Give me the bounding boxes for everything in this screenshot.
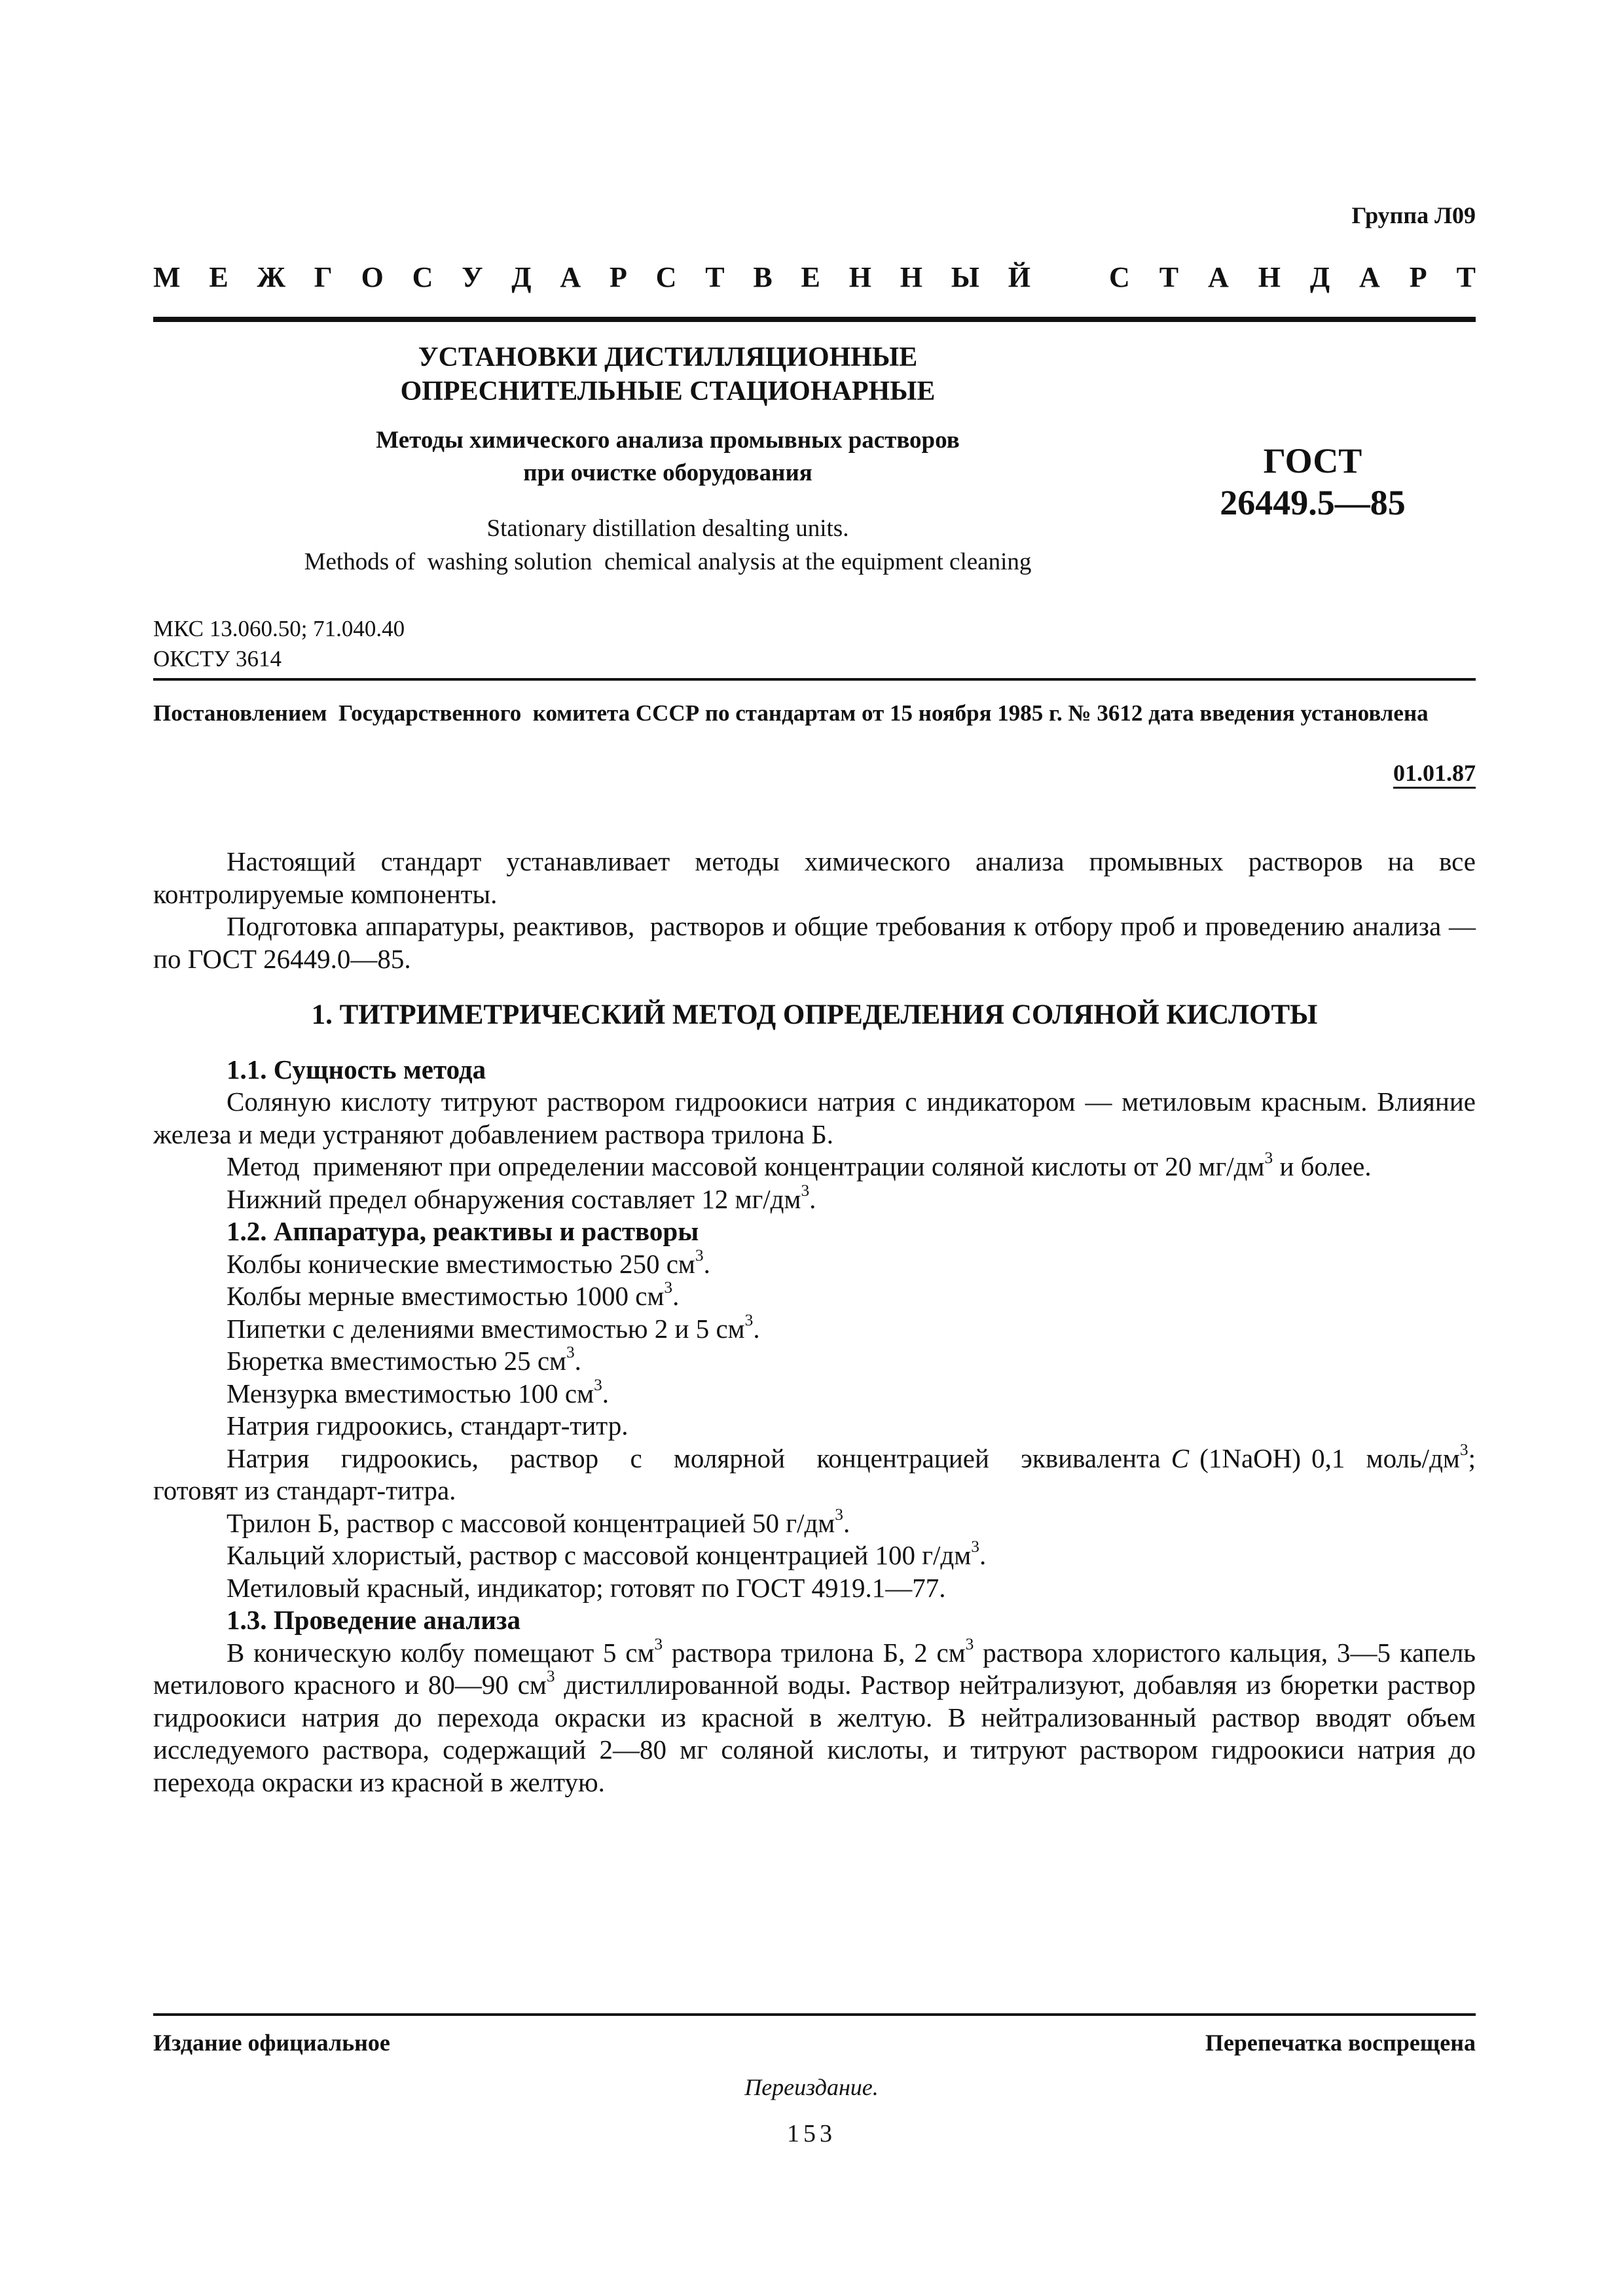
english-title (196, 512, 1139, 579)
procedure-text: В коническую колбу помещают 5 см (227, 1637, 655, 1668)
banner-letter: Т (1456, 261, 1476, 293)
classification-codes (153, 614, 405, 674)
list-item-text: Кальций хлористый, раствор с массовой концентрацией 100 г/дм (227, 1540, 972, 1570)
list-item-text: Натрия гидроокись, раствор с молярной концентрацией эквивалента (227, 1443, 1171, 1473)
intro-paragraph-2: Подготовка аппаратуры, реактивов, растворов и общие требования к отбору проб и проведению анализа — по ГОСТ 26449.0—85. (153, 911, 1483, 974)
superscript: 3 (664, 1278, 673, 1297)
banner-letter: Й (1008, 261, 1030, 293)
group-code: Группа Л09 (1351, 202, 1476, 228)
main-text (153, 846, 1483, 1799)
period: . (843, 1507, 850, 1538)
banner-letter: Н (1258, 261, 1281, 293)
footer-rule (153, 2013, 1476, 2016)
document-subtitle (255, 424, 1080, 490)
gost-code: 26449.5—85 (1220, 483, 1406, 522)
clause-1-1-heading: 1.1. Сущность метода (227, 1054, 486, 1085)
subtitle-line-1: Методы химического анализа промывных растворов (376, 427, 960, 454)
banner-standard (1109, 260, 1476, 294)
clause-1-1-para-3 (153, 1183, 1476, 1216)
header-rule (153, 317, 1476, 322)
list-item-text: Пипетки с делениями вместимостью 2 и 5 см (227, 1313, 745, 1344)
list-item-text: Трилон Б, раствор с массовой концентрацией 50 г/дм (227, 1507, 835, 1538)
intro-paragraph-1: Настоящий стандарт устанавливает методы химического анализа промывных растворов на все контролируемые компоненты. (153, 846, 1476, 909)
superscript: 3 (971, 1537, 979, 1556)
clause-1-1-para-2-tail: и более. (1273, 1151, 1372, 1181)
banner-letter: Д (511, 261, 532, 293)
document-title (255, 340, 1080, 408)
list-item-text: Колбы конические вместимостью 250 см (227, 1248, 695, 1279)
superscript: 3 (654, 1634, 663, 1653)
procedure-text: раствора хлористого кальция, 3—5 капель метилового красного и 80—90 см (153, 1637, 1476, 1700)
page-number: 153 (787, 2120, 836, 2147)
clause-1-3-heading: 1.3. Проведение анализа (227, 1605, 520, 1635)
english-title-line-2: Methods of washing solution chemical analysis at the equipment cleaning (304, 548, 1032, 575)
period: . (979, 1540, 987, 1570)
banner-letter: Т (705, 261, 725, 293)
superscript: 3 (965, 1634, 974, 1653)
superscript: 3 (695, 1246, 704, 1265)
superscript: 3 (1459, 1440, 1468, 1459)
list-item-text: (1NaOH) 0,1 моль/дм (1189, 1443, 1460, 1473)
period: . (703, 1248, 710, 1279)
clause-1-1-para-2-text: Метод применяют при определении массовой концентрации соляной кислоты от 20 мг/дм (227, 1151, 1265, 1181)
banner-letter: Д (1309, 261, 1330, 293)
period: . (574, 1346, 581, 1376)
effective-date: 01.01.87 (1393, 759, 1476, 789)
banner-letter: М (153, 261, 181, 293)
procedure-text: раствора трилона Б, 2 см (663, 1637, 966, 1668)
banner-letter: Н (900, 261, 922, 293)
mks-code: МКС 13.060.50; 71.040.40 (153, 616, 405, 641)
banner-letter: А (560, 261, 581, 293)
reissue-note: Переиздание. (744, 2074, 879, 2100)
banner-letter: В (753, 261, 773, 293)
banner-letter: А (1207, 261, 1229, 293)
banner-letter: С (412, 261, 433, 293)
banner-letter: Т (1159, 261, 1179, 293)
banner-letter: С (1109, 261, 1130, 293)
superscript: 3 (801, 1181, 810, 1200)
gost-number (1192, 440, 1434, 524)
clause-1-1-para-2 (153, 1148, 1476, 1183)
period: . (809, 1183, 816, 1214)
decree-text: Постановлением Государственного комитета СССР по стандартам от 15 ноября 1985 г. № 3612 дата введения установлена (153, 700, 1429, 726)
codes-rule (153, 678, 1476, 681)
title-line-2: ОПРЕСНИТЕЛЬНЫЕ СТАЦИОНАРНЫЕ (400, 376, 936, 406)
detection-limit-text: Нижний предел обнаружения составляет 12 мг/дм (227, 1183, 801, 1214)
banner-letter: Р (1409, 261, 1427, 293)
banner-letter: Н (848, 261, 871, 293)
list-item-text: Колбы мерные вместимостью 1000 см (227, 1281, 665, 1311)
list-item: Натрия гидроокись, стандарт-титр. (227, 1410, 629, 1441)
banner-letter: Р (609, 261, 627, 293)
okstu-code: ОКСТУ 3614 (153, 646, 282, 672)
list-item-text: Бюретка вместимостью 25 см (227, 1346, 566, 1376)
variable-c: C (1171, 1443, 1190, 1473)
banner-letter: Е (209, 261, 228, 293)
superscript: 3 (566, 1342, 575, 1361)
title-line-1: УСТАНОВКИ ДИСТИЛЛЯЦИОННЫЕ (418, 342, 918, 372)
banner-letter: Ы (951, 261, 979, 293)
superscript: 3 (546, 1666, 555, 1685)
banner-letter: О (361, 261, 384, 293)
banner-letter: С (655, 261, 677, 293)
reprint-prohibited: Перепечатка воспрещена (1205, 2030, 1476, 2056)
list-item-text: ; готовят из стандарт-титра. (153, 1443, 1483, 1505)
list-item (153, 1539, 1476, 1572)
procedure-text: дистиллированной воды. Раствор нейтрализуют, добавляя из бюретки раствор гидроокиси натрия до перехода окраски из красной в желтую. В нейтрализованный раствор вводят объем исследуемого раствора, содержащий 2—80 мг соляной кислоты, и титруют раствором гидроокиси натрия до перехода окраски из красной в желтую. (153, 1670, 1476, 1797)
banner-letter: У (462, 261, 483, 293)
standard-banner (153, 260, 1476, 294)
banner-letter: А (1359, 261, 1380, 293)
list-item (153, 1440, 1483, 1507)
period: . (602, 1378, 610, 1408)
banner-interstate (153, 260, 1030, 294)
list-item: Метиловый красный, индикатор; готовят по ГОСТ 4919.1—77. (227, 1572, 946, 1603)
superscript: 3 (594, 1375, 602, 1394)
list-item (153, 1375, 1476, 1410)
banner-letter: Ж (257, 261, 285, 293)
superscript: 3 (744, 1310, 754, 1329)
list-item (153, 1280, 1476, 1313)
list-item (153, 1248, 1476, 1281)
clause-1-3-para (153, 1634, 1476, 1799)
list-item (153, 1507, 1476, 1540)
clause-1-2-heading: 1.2. Аппаратура, реактивы и растворы (227, 1216, 699, 1246)
gost-label: ГОСТ (1263, 441, 1362, 480)
subtitle-line-2: при очистке оборудования (523, 459, 812, 486)
official-edition: Издание официальное (153, 2030, 390, 2056)
period: . (672, 1281, 680, 1311)
period: . (753, 1313, 760, 1344)
list-item-text: Мензурка вместимостью 100 см (227, 1378, 594, 1408)
list-item (153, 1310, 1476, 1346)
banner-letter: Е (801, 261, 820, 293)
list-item (153, 1342, 1476, 1378)
english-title-line-1: Stationary distillation desalting units. (486, 515, 849, 542)
clause-1-1-para-1: Соляную кислоту титруют раствором гидроокиси натрия с индикатором — метиловым красным. Влияние железа и меди устраняют добавлением раствора трилона Б. (153, 1086, 1476, 1149)
banner-letter: Г (314, 261, 333, 293)
superscript: 3 (1264, 1148, 1273, 1167)
superscript: 3 (835, 1505, 843, 1524)
section-1-heading: 1. ТИТРИМЕТРИЧЕСКИЙ МЕТОД ОПРЕДЕЛЕНИЯ СОЛЯНОЙ КИСЛОТЫ (311, 999, 1318, 1030)
